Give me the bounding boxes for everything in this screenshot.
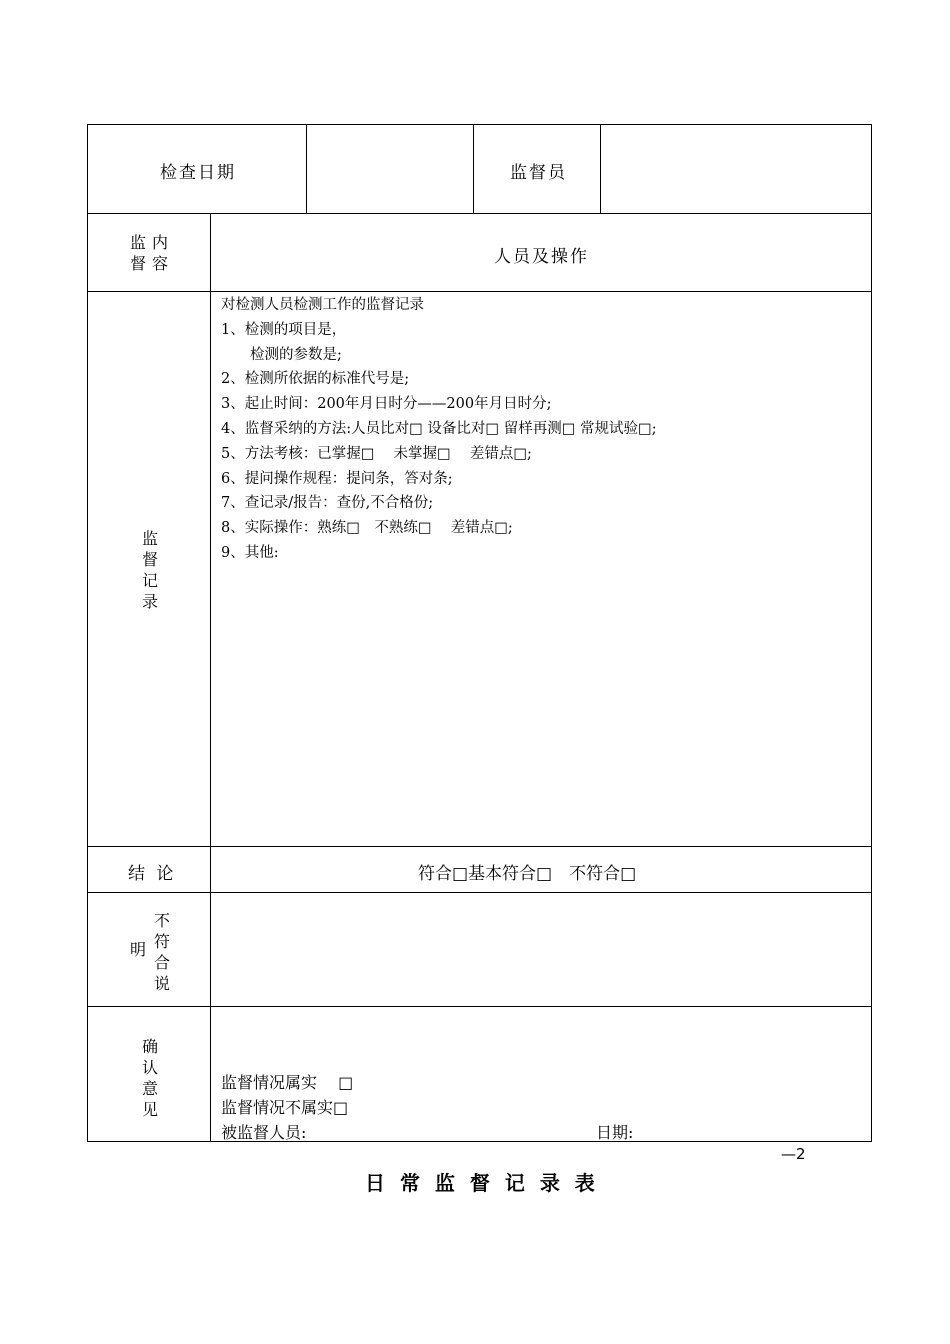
conclusion-options[interactable]: 符合□基本符合□ 不符合□ [418,864,637,884]
nonconformity-label-char: 合 [153,953,170,972]
record-label-char: 记 [141,571,158,590]
record-label [140,528,160,612]
nonconformity-label-col1 [128,939,148,960]
record-line: 9、其他: [221,544,279,561]
nonconformity-label-char: 符 [153,932,170,951]
table-border-left [87,124,88,1142]
record-line: 检测的参数是; [221,346,342,363]
table-border-right [871,124,872,1142]
confirmation-date-label: 日期: [596,1123,634,1142]
inspection-date-label: 检查日期 [160,163,236,183]
nonconformity-label-char: 说 [153,974,170,993]
record-line: 5、方法考核：已掌握□ 未掌握□ 差错点□; [221,445,532,462]
record-label-char: 录 [141,592,158,611]
nonconformity-label-char: 不 [153,911,170,930]
row-divider-3 [87,846,872,847]
record-label-char: 督 [141,550,158,569]
confirmation-line-true[interactable]: 监督情况属实 □ [221,1073,354,1092]
label-column-divider [210,213,211,1142]
record-line: 1、检测的项目是， [221,321,347,338]
confirmation-label [140,1036,160,1120]
content-label-col2 [150,232,170,274]
content-label-col2-text: 内容 [151,233,168,273]
confirmation-line-false[interactable]: 监督情况不属实□ [221,1098,349,1117]
header-divider-1 [306,124,307,214]
row-divider-2 [87,291,872,292]
content-value: 人员及操作 [494,247,589,267]
conclusion-label: 结 论 [128,864,177,884]
content-label-col1 [128,232,148,274]
footer-title: 日 常 监 督 记 录 表 [365,1171,599,1195]
record-line: 2、检测所依据的标准代号是; [221,371,410,388]
confirmation-label-char: 意 [141,1079,158,1098]
record-line: 7、查记录/报告：查份,不合格份; [221,495,434,512]
row-divider-5 [87,1006,872,1007]
table-border-bottom [87,1141,872,1142]
record-line: 4、监督采纳的方法:人员比对□ 设备比对□ 留样再测□ 常规试验□; [221,420,657,437]
page-number: —2 [781,1145,806,1163]
inspection-date-value[interactable] [320,158,460,182]
supervisor-value[interactable] [615,158,855,182]
nonconformity-value[interactable] [221,900,861,1000]
table-border-top [87,124,872,125]
record-line: 对检测人员检测工作的监督记录 [221,297,424,313]
confirmation-label-char: 确 [141,1037,158,1056]
row-divider-1 [87,213,872,214]
header-divider-2 [473,124,474,214]
nonconformity-label-col2 [152,910,172,994]
record-lines [221,293,657,566]
header-divider-3 [600,124,601,214]
record-line: 6、提问操作规程：提问条，答对条; [221,470,453,487]
record-label-char: 监 [141,529,158,548]
content-label-col1-text: 监督 [129,233,146,273]
nonconformity-label-char: 明 [129,940,146,959]
record-line: 3、起止时间：200年月日时分——200年月日时分; [221,396,552,413]
row-divider-4 [87,892,872,893]
supervised-person-label: 被监督人员: [221,1123,307,1142]
supervisor-label: 监督员 [510,163,567,183]
record-line: 8、实际操作：熟练□ 不熟练□ 差错点□; [221,520,513,537]
confirmation-label-char: 认 [141,1058,158,1077]
confirmation-label-char: 见 [141,1100,158,1119]
